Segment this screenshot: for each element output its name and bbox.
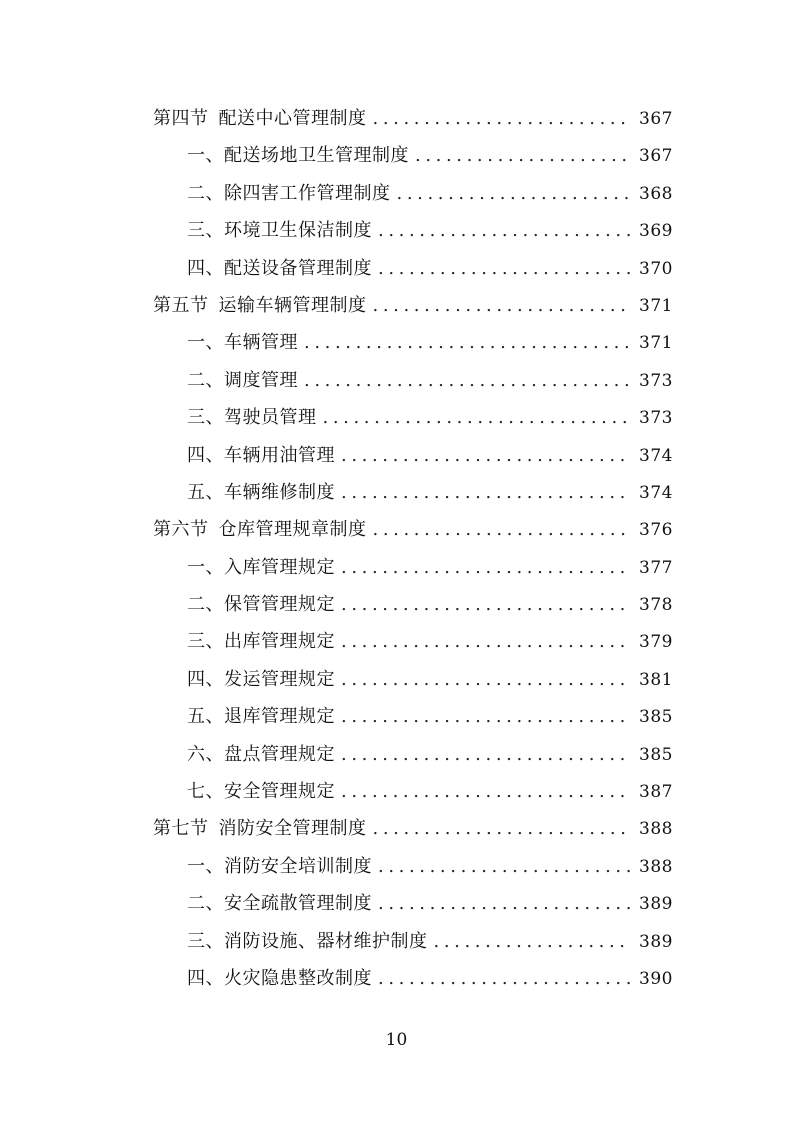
dot-leader (304, 362, 631, 399)
toc-entry (187, 474, 673, 512)
toc-entry-text: 调度管理 (224, 369, 298, 391)
toc-item-row (0, 586, 793, 623)
toc-entry (187, 923, 673, 961)
toc-entry (153, 810, 673, 848)
toc-entry-title (187, 623, 335, 660)
dot-leader (434, 923, 632, 960)
toc-entry (187, 661, 673, 699)
toc-entry-title (187, 773, 335, 810)
toc-entry-title (187, 250, 372, 287)
toc-page-number: 373 (639, 408, 673, 429)
toc-entry (187, 885, 673, 923)
toc-entry-label: 三、 (187, 930, 224, 952)
toc-entry (153, 511, 673, 549)
toc-item-row (0, 623, 793, 660)
toc-entry-label: 四、 (187, 257, 224, 279)
toc-entry-title (153, 100, 367, 137)
toc-page-number: 381 (639, 669, 673, 690)
toc-entry-label: 二、 (187, 182, 224, 204)
toc-item-row (0, 848, 793, 885)
toc-page-number: 389 (639, 931, 673, 952)
toc-item-row (0, 437, 793, 474)
toc-entry-text: 保管管理规定 (224, 594, 335, 616)
table-of-contents (0, 100, 793, 997)
toc-entry-label: 六、 (187, 743, 224, 765)
toc-page-number: 374 (639, 482, 673, 503)
toc-section-row (0, 287, 793, 324)
toc-item-row (0, 137, 793, 174)
toc-entry-text: 仓库管理规章制度 (218, 519, 367, 541)
toc-section-row (0, 100, 793, 137)
toc-entry-title (153, 511, 367, 548)
toc-item-row (0, 773, 793, 810)
dot-leader (341, 736, 631, 773)
toc-page-number: 373 (639, 370, 673, 391)
dot-leader (341, 698, 631, 735)
dot-leader (373, 100, 632, 137)
toc-item-row (0, 175, 793, 212)
toc-entry-label: 四、 (187, 444, 224, 466)
dot-leader (341, 773, 631, 810)
toc-entry-text: 退库管理规定 (224, 706, 335, 728)
toc-entry-label: 第四节 (153, 108, 209, 129)
toc-entry-label: 一、 (187, 855, 224, 877)
toc-entry-label: 三、 (187, 407, 224, 429)
toc-entry-text: 消防安全培训制度 (224, 855, 372, 877)
toc-entry-text: 消防设施、器材维护制度 (224, 930, 428, 952)
toc-entry (187, 698, 673, 736)
dot-leader (341, 549, 631, 586)
dot-leader (378, 960, 631, 997)
toc-entry-text: 火灾隐患整改制度 (224, 967, 372, 989)
toc-entry-label: 一、 (187, 332, 224, 354)
toc-entry-text: 配送设备管理制度 (224, 257, 372, 279)
toc-item-row (0, 399, 793, 436)
toc-entry-text: 盘点管理规定 (224, 743, 335, 765)
dot-leader (341, 586, 631, 623)
toc-entry-text: 车辆管理 (224, 332, 298, 354)
dot-leader (373, 810, 632, 847)
toc-entry-text: 配送场地卫生管理制度 (224, 145, 409, 167)
toc-entry-label: 二、 (187, 369, 224, 391)
dot-leader (373, 511, 632, 548)
dot-leader (341, 437, 631, 474)
dot-leader (378, 212, 631, 249)
toc-item-row (0, 549, 793, 586)
toc-entry (187, 623, 673, 661)
toc-entry-label: 二、 (187, 893, 224, 915)
dot-leader (373, 287, 632, 324)
toc-entry-text: 安全疏散管理制度 (224, 893, 372, 915)
toc-page-number: 368 (639, 183, 673, 204)
toc-entry-label: 三、 (187, 220, 224, 242)
toc-section-row (0, 810, 793, 847)
toc-entry-title (187, 437, 335, 474)
dot-leader (323, 399, 632, 436)
toc-item-row (0, 960, 793, 997)
toc-entry-title (187, 885, 372, 922)
toc-entry (187, 773, 673, 811)
toc-item-row (0, 250, 793, 287)
toc-entry-title (187, 698, 335, 735)
toc-entry (187, 960, 673, 998)
toc-entry-title (187, 923, 428, 960)
toc-entry-title (187, 137, 409, 174)
toc-entry-title (187, 848, 372, 885)
dot-leader (378, 250, 631, 287)
toc-entry-label: 一、 (187, 556, 224, 578)
toc-item-row (0, 362, 793, 399)
toc-entry-title (187, 960, 372, 997)
toc-entry-text: 出库管理规定 (224, 631, 335, 653)
toc-entry-text: 发运管理规定 (224, 668, 335, 690)
toc-entry-title (153, 810, 367, 847)
toc-entry-label: 五、 (187, 481, 224, 503)
toc-entry (187, 399, 673, 437)
toc-item-row (0, 661, 793, 698)
dot-leader (341, 623, 631, 660)
dot-leader (341, 661, 631, 698)
toc-entry-title (187, 362, 298, 399)
toc-entry-label: 四、 (187, 668, 224, 690)
toc-page-number: 369 (639, 221, 673, 242)
toc-entry (153, 100, 673, 138)
toc-page-number: 390 (639, 968, 673, 989)
dot-leader (397, 175, 632, 212)
toc-page-number: 367 (639, 109, 673, 129)
toc-item-row (0, 212, 793, 249)
dot-leader (341, 474, 631, 511)
toc-section-row (0, 511, 793, 548)
toc-item-row (0, 736, 793, 773)
toc-item-row (0, 698, 793, 735)
dot-leader (415, 137, 631, 174)
toc-entry (187, 549, 673, 587)
toc-entry-label: 七、 (187, 781, 224, 803)
toc-entry-title (187, 212, 372, 249)
toc-entry (187, 250, 673, 288)
toc-entry (187, 437, 673, 475)
toc-entry-label: 一、 (187, 145, 224, 167)
toc-item-row (0, 474, 793, 511)
toc-page-number: 370 (639, 258, 673, 279)
toc-item-row (0, 923, 793, 960)
toc-entry-title (187, 474, 335, 511)
dot-leader (378, 848, 631, 885)
toc-entry-text: 车辆用油管理 (224, 444, 335, 466)
toc-entry-label: 四、 (187, 967, 224, 989)
toc-page-number: 374 (639, 445, 673, 466)
toc-page-number: 385 (639, 744, 673, 765)
toc-entry (153, 287, 673, 325)
toc-entry-label: 第六节 (153, 519, 209, 541)
dot-leader (378, 885, 631, 922)
toc-page-number: 376 (639, 520, 673, 541)
toc-entry-label: 第七节 (153, 818, 209, 840)
toc-entry-title (187, 661, 335, 698)
toc-page-number: 389 (639, 894, 673, 915)
toc-entry-text: 消防安全管理制度 (218, 818, 367, 840)
toc-entry-title (187, 175, 391, 212)
toc-page-number: 371 (639, 333, 673, 354)
toc-entry-text: 除四害工作管理制度 (224, 182, 391, 204)
toc-entry-label: 第五节 (153, 294, 209, 316)
dot-leader (304, 324, 631, 361)
toc-entry (187, 175, 673, 213)
toc-entry (187, 212, 673, 250)
toc-entry-text: 安全管理规定 (224, 781, 335, 803)
toc-entry-text: 入库管理规定 (224, 556, 335, 578)
toc-entry-title (187, 324, 298, 361)
toc-entry (187, 324, 673, 362)
toc-entry (187, 848, 673, 886)
toc-page-number: 367 (639, 146, 673, 167)
toc-entry-text: 车辆维修制度 (224, 481, 335, 503)
toc-entry (187, 736, 673, 774)
toc-page-number: 388 (639, 856, 673, 877)
toc-entry-label: 二、 (187, 594, 224, 616)
toc-entry-text: 驾驶员管理 (224, 407, 317, 429)
toc-entry-title (153, 287, 367, 324)
toc-entry-text: 运输车辆管理制度 (218, 294, 367, 316)
page-number: 10 (385, 1030, 408, 1050)
toc-entry-title (187, 399, 317, 436)
toc-entry-title (187, 736, 335, 773)
toc-page-number: 371 (639, 295, 673, 316)
toc-page-number: 377 (639, 557, 673, 578)
toc-entry (187, 362, 673, 400)
toc-entry (187, 137, 673, 175)
toc-item-row (0, 324, 793, 361)
toc-page-number: 388 (639, 819, 673, 840)
toc-entry-title (187, 549, 335, 586)
toc-entry-text: 配送中心管理制度 (218, 108, 367, 129)
toc-entry-title (187, 586, 335, 623)
toc-page-number: 379 (639, 632, 673, 653)
toc-page-number: 378 (639, 595, 673, 616)
toc-page-number: 385 (639, 707, 673, 728)
toc-page-number: 387 (639, 782, 673, 803)
toc-entry-text: 环境卫生保洁制度 (224, 220, 372, 242)
toc-entry-label: 五、 (187, 706, 224, 728)
toc-entry (187, 586, 673, 624)
toc-entry-label: 三、 (187, 631, 224, 653)
toc-item-row (0, 885, 793, 922)
